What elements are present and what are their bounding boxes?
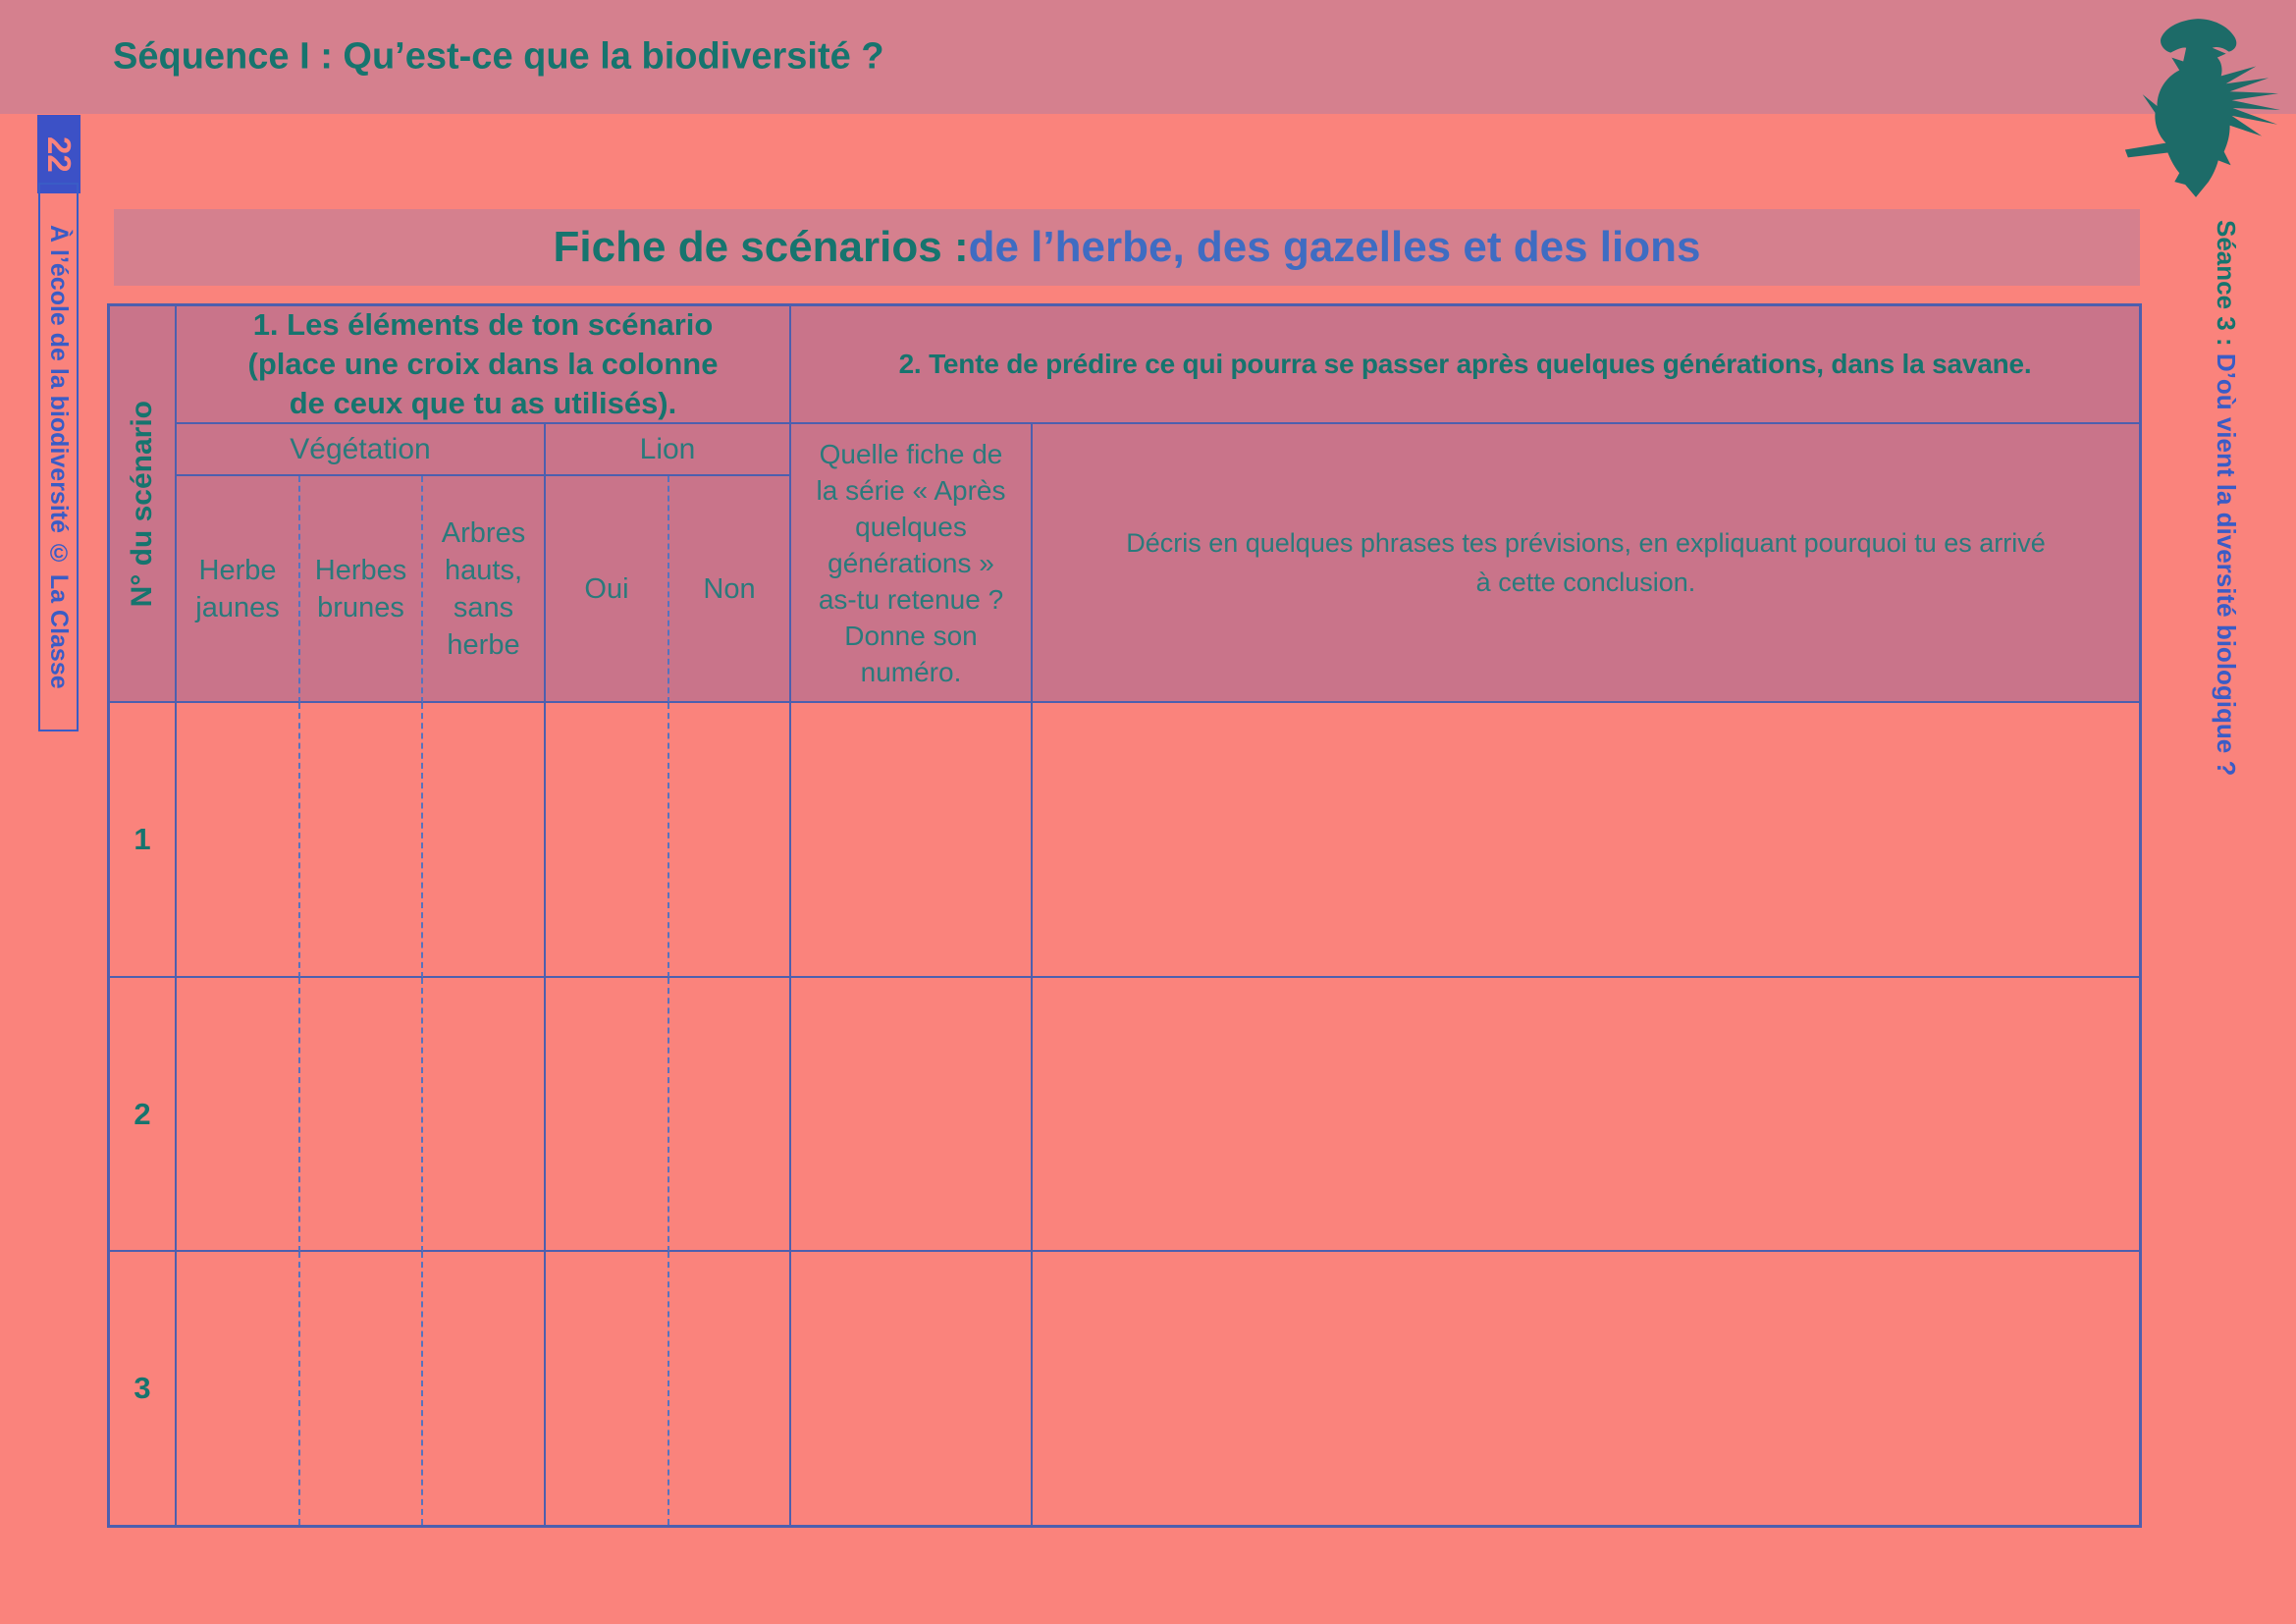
lion-group-header: [546, 424, 791, 476]
description-line: à cette conclusion.: [1475, 568, 1696, 597]
seance-prefix: Séance 3 :: [2212, 220, 2241, 353]
section2-line: 2. Tente de prédire ce qui pourra se passer après quelques générations, dans la savane.: [898, 349, 2032, 379]
question-line: as-tu retenue ?: [818, 583, 1004, 615]
column-header-lion-non: [669, 476, 791, 703]
row-axis-header-cell: [110, 306, 177, 703]
answer-cell-fiche-number-row3: [791, 1252, 1033, 1525]
answer-cell-arbres-hauts-row2: [423, 978, 546, 1252]
column-header-lion-oui: [546, 476, 669, 703]
worksheet-title-lead: Fiche de scénarios :: [553, 223, 969, 271]
answer-cell-fiche-number-row2: [791, 978, 1033, 1252]
row-number: 3: [133, 1371, 151, 1405]
description-column-header: [1033, 424, 2139, 703]
sequence-title: Séquence I : Qu’est-ce que la biodiversité ?: [113, 35, 884, 78]
answer-cell-lion-oui-row2: [546, 978, 669, 1252]
column-header-label: Herbes brunes: [314, 554, 407, 623]
section2-header: [791, 306, 2139, 424]
question-line: Quelle fiche de: [819, 438, 1003, 469]
answer-cell-lion-oui-row3: [546, 1252, 669, 1525]
scenario-table: [107, 303, 2142, 1528]
column-header-label: Herbe jaunes: [195, 554, 280, 623]
answer-cell-description-row3: [1033, 1252, 2139, 1525]
answer-cell-arbres-hauts-row3: [423, 1252, 546, 1525]
top-banner: [0, 0, 2296, 114]
page-number: 22: [41, 135, 78, 173]
row-number-cell: [110, 1252, 177, 1525]
seance-title: D’où vient la diversité biologique ?: [2212, 352, 2241, 777]
answer-cell-description-row1: [1033, 703, 2139, 978]
section1-line: (place une croix dans la colonne: [247, 347, 719, 381]
question-line: la série « Après: [816, 474, 1006, 506]
lion-group-label: Lion: [639, 432, 696, 465]
imprint-box: [38, 183, 79, 731]
column-header-label: Non: [703, 572, 756, 605]
answer-cell-description-row2: [1033, 978, 2139, 1252]
description-line: Décris en quelques phrases tes prévisions, en expliquant pourquoi tu es arrivé: [1126, 528, 2046, 558]
question-line: Donne son: [844, 620, 978, 651]
column-header-label: Oui: [584, 572, 629, 605]
answer-cell-fiche-number-row1: [791, 703, 1033, 978]
row-number: 1: [133, 822, 151, 856]
row-axis-label: N° du scénario: [126, 400, 158, 608]
question-line: générations »: [828, 547, 994, 578]
section1-line: 1. Les éléments de ton scénario: [252, 307, 714, 342]
answer-cell-herbes-brunes-row3: [300, 1252, 423, 1525]
section1-header: [177, 306, 791, 424]
answer-cell-herbe-jaunes-row2: [177, 978, 300, 1252]
row-number-cell: [110, 703, 177, 978]
worksheet-title-banner: [114, 209, 2140, 286]
imprint-text: À l’école de la biodiversité © La Classe: [45, 225, 73, 689]
question-line: quelques: [855, 511, 967, 542]
row-number: 2: [133, 1096, 151, 1131]
worksheet-title-emphasis: de l’herbe, des gazelles et des lions: [968, 223, 1701, 271]
vegetation-group-label: Végétation: [290, 432, 431, 465]
answer-cell-herbe-jaunes-row3: [177, 1252, 300, 1525]
answer-cell-herbe-jaunes-row1: [177, 703, 300, 978]
column-header-herbe-jaunes: [177, 476, 300, 703]
answer-cell-lion-non-row2: [669, 978, 791, 1252]
question-line: numéro.: [860, 656, 962, 687]
vegetation-group-header: [177, 424, 546, 476]
seance-label: [2211, 220, 2241, 776]
column-header-herbes-brunes: [300, 476, 423, 703]
answer-cell-herbes-brunes-row2: [300, 978, 423, 1252]
page-number-box: [37, 115, 80, 193]
column-header-label: Arbres hauts, sans herbe: [441, 516, 526, 661]
answer-cell-lion-non-row1: [669, 703, 791, 978]
answer-cell-lion-non-row3: [669, 1252, 791, 1525]
row-number-cell: [110, 978, 177, 1252]
answer-cell-herbes-brunes-row1: [300, 703, 423, 978]
answer-cell-arbres-hauts-row1: [423, 703, 546, 978]
lionfish-icon: [2115, 14, 2280, 200]
answer-cell-lion-oui-row1: [546, 703, 669, 978]
column-header-arbres-hauts: [423, 476, 546, 703]
section1-line: de ceux que tu as utilisés).: [289, 386, 677, 420]
question-column-header: [791, 424, 1033, 703]
